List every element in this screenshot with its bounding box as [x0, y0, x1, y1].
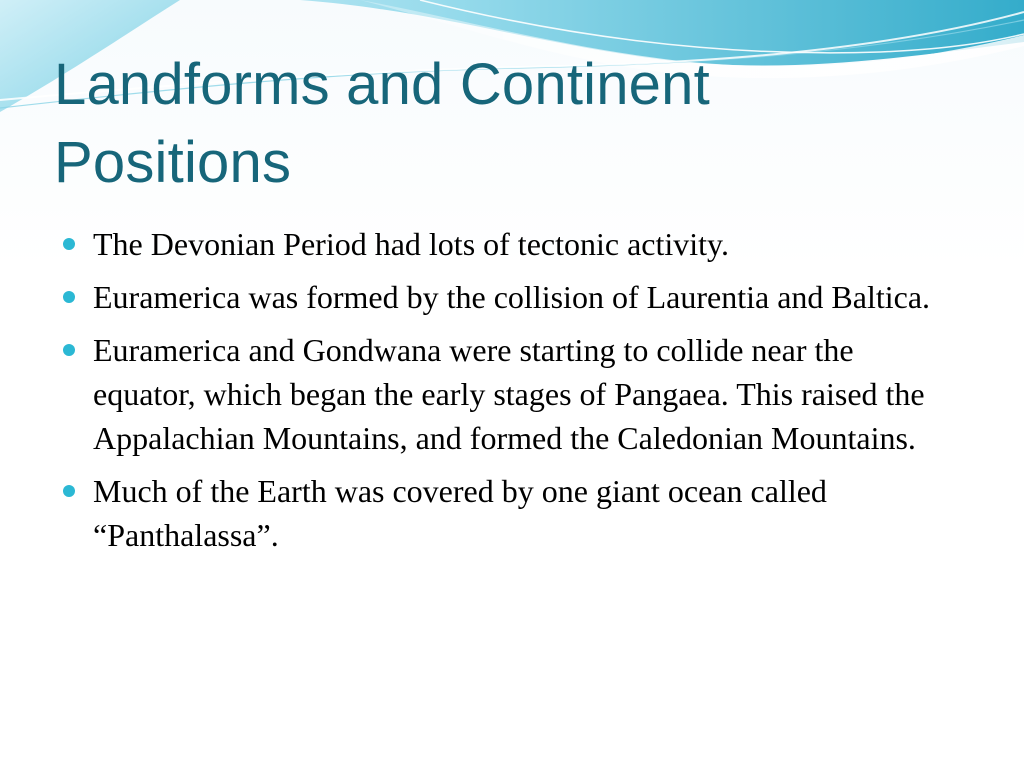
bullet-dot-icon [63, 238, 75, 250]
bullet-dot-icon [63, 291, 75, 303]
bullet-item [60, 275, 960, 319]
bullet-item [60, 328, 960, 460]
bullet-text: The Devonian Period had lots of tectonic activity. [93, 226, 729, 262]
bullet-dot-icon [63, 344, 75, 356]
bullet-text: Euramerica and Gondwana were starting to collide near the equator, which began the early stages of Pangaea. This raised the Appalachian Mountains, and formed the Caledonian Mountains. [93, 332, 925, 456]
slide-title: Landforms and Continent Positions [54, 52, 710, 195]
bullet-item [60, 222, 960, 266]
bullet-item [60, 469, 960, 557]
bullet-text: Much of the Earth was covered by one giant ocean called “Panthalassa”. [93, 473, 827, 553]
bullet-dot-icon [63, 485, 75, 497]
bullet-list [60, 222, 960, 566]
bullet-text: Euramerica was formed by the collision of Laurentia and Baltica. [93, 279, 931, 315]
